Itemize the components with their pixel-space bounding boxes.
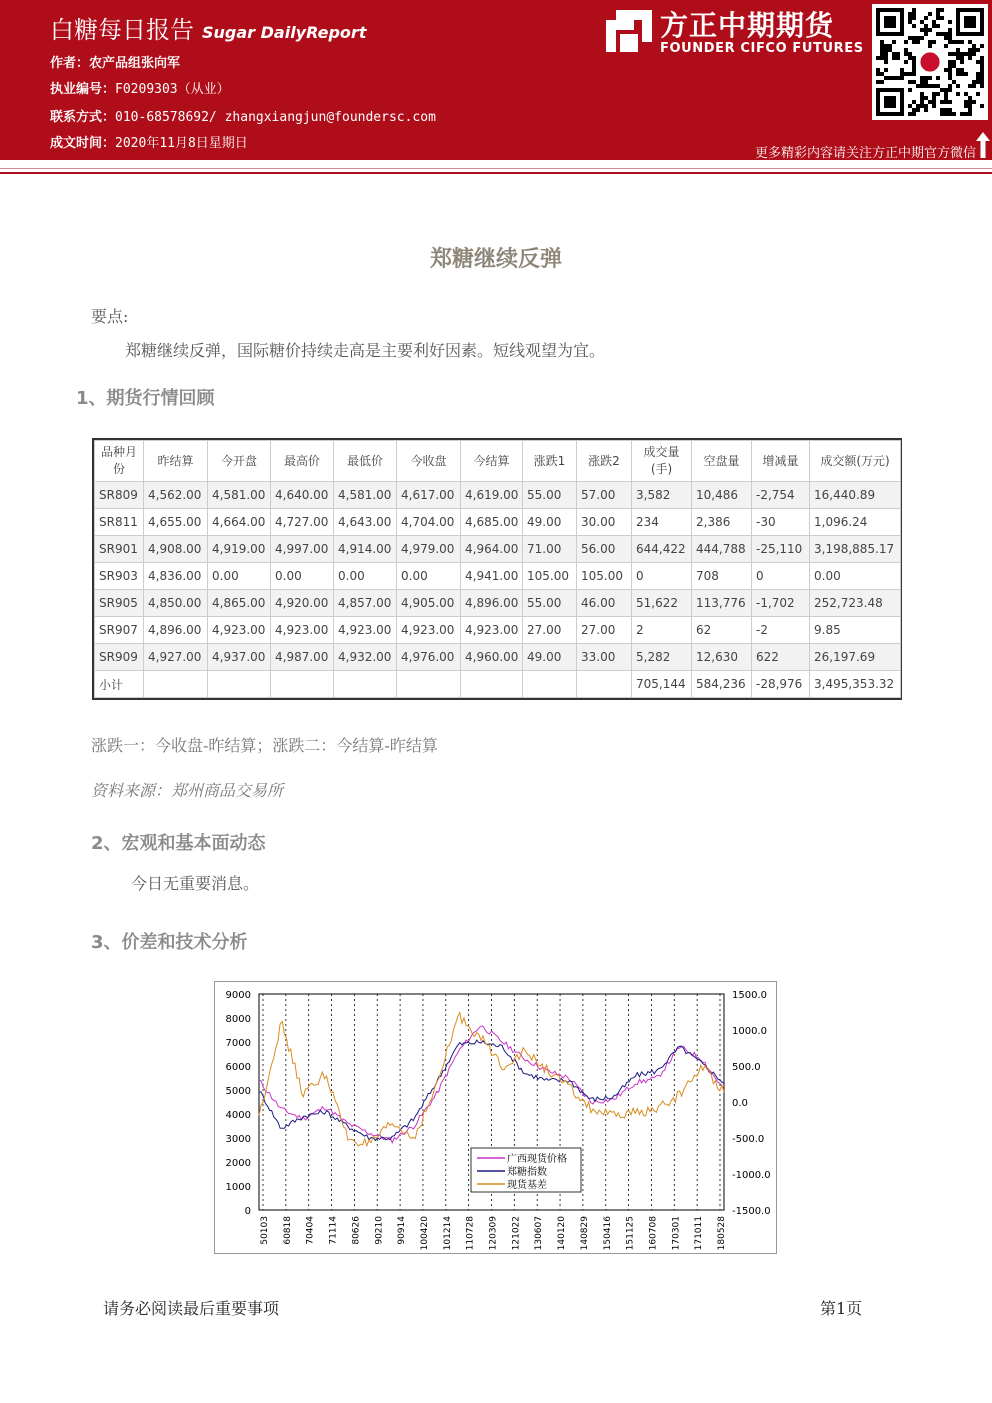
x-tick-label: 90914 — [397, 1216, 408, 1245]
table-cell: 4,643.00 — [334, 509, 397, 536]
x-tick-label: 151125 — [625, 1216, 636, 1251]
author-value: 农产品组张向军 — [89, 56, 181, 71]
table-cell: 4,914.00 — [334, 536, 397, 563]
table-cell: -30 — [752, 509, 810, 536]
table-cell: SR811 — [95, 509, 144, 536]
legend-label: 郑糖指数 — [507, 1167, 547, 1178]
license-value: F0209303（从业） — [115, 82, 230, 97]
table-cell: SR809 — [95, 482, 144, 509]
table-cell: 4,927.00 — [144, 644, 208, 671]
table-header-cell: 品种月份 — [95, 441, 144, 482]
y-left-tick-label: 6000 — [225, 1062, 251, 1073]
table-row — [95, 644, 901, 671]
table-body — [95, 482, 901, 698]
table-cell: -25,110 — [752, 536, 810, 563]
report-header — [0, 0, 992, 160]
x-tick-label: 120309 — [488, 1216, 499, 1251]
x-tick-label: 140120 — [557, 1216, 568, 1251]
table-cell: 0 — [632, 563, 692, 590]
y-left-tick-label: 2000 — [225, 1158, 251, 1169]
founder-logo-icon — [604, 8, 654, 54]
document-title: 郑糖继续反弹 — [429, 247, 562, 272]
table-cell: 4,581.00 — [334, 482, 397, 509]
table-cell: 4,923.00 — [208, 617, 271, 644]
table-cell: 16,440.89 — [810, 482, 901, 509]
price-chart — [214, 981, 777, 1254]
table-cell: 4,923.00 — [461, 617, 523, 644]
section-1-heading: 1、期货行情回顾 — [76, 388, 215, 409]
table-cell: 4,932.00 — [334, 644, 397, 671]
table-cell: 4,997.00 — [271, 536, 334, 563]
table-row — [95, 536, 901, 563]
y-left-tick-label: 0 — [244, 1206, 251, 1217]
table-cell: 4,976.00 — [397, 644, 461, 671]
y-left-tick-label: 7000 — [225, 1038, 251, 1049]
qr-code-icon[interactable] — [872, 4, 988, 120]
table-cell: -2,754 — [752, 482, 810, 509]
table-cell: SR901 — [95, 536, 144, 563]
x-tick-label: 100420 — [419, 1216, 430, 1251]
table-cell: 4,562.00 — [144, 482, 208, 509]
y-right-tick-label: -1500.0 — [732, 1206, 771, 1217]
x-tick-label: 71114 — [328, 1216, 339, 1245]
header-divider-thin — [0, 168, 992, 169]
table-cell: 4,919.00 — [208, 536, 271, 563]
x-tick-label: 50103 — [260, 1216, 270, 1245]
table-cell: 113,776 — [692, 590, 752, 617]
contact-label: 联系方式： — [50, 110, 116, 125]
y-left-tick-label: 1000 — [225, 1182, 251, 1193]
table-cell: 小计 — [95, 671, 144, 698]
table-cell: SR903 — [95, 563, 144, 590]
table-header-row — [95, 441, 901, 482]
table-cell: 49.00 — [523, 509, 577, 536]
table-cell: 4,857.00 — [334, 590, 397, 617]
header-divider — [0, 172, 992, 174]
table-cell: 2 — [632, 617, 692, 644]
table-cell — [523, 671, 577, 698]
table-note: 涨跌一：今收盘-昨结算；涨跌二：今结算-昨结算 — [91, 736, 438, 755]
section-2-heading: 2、宏观和基本面动态 — [91, 833, 266, 854]
x-tick-label: 121022 — [511, 1216, 522, 1251]
table-cell: 3,198,885.17 — [810, 536, 901, 563]
x-tick-label: 90210 — [374, 1216, 385, 1245]
table-cell: 4,987.00 — [271, 644, 334, 671]
table-cell: 252,723.48 — [810, 590, 901, 617]
follow-text: 更多精彩内容请关注方正中期官方微信 — [754, 146, 976, 161]
y-right-tick-label: 1000.0 — [732, 1026, 767, 1037]
table-cell: 56.00 — [577, 536, 632, 563]
futures-table — [92, 438, 902, 700]
license-label: 执业编号： — [50, 82, 116, 97]
date-value: 2020年11月8日星期日 — [115, 136, 248, 151]
legend-label: 现货基差 — [507, 1180, 547, 1191]
date-label: 成文时间： — [50, 136, 116, 151]
x-tick-label: 180528 — [717, 1216, 727, 1251]
table-cell: 4,727.00 — [271, 509, 334, 536]
logo-text-cn: 方正中期期货 — [660, 9, 835, 42]
table-cell: 4,581.00 — [208, 482, 271, 509]
x-tick-label: 130607 — [534, 1216, 545, 1251]
table-cell: 4,964.00 — [461, 536, 523, 563]
table-cell: 51,622 — [632, 590, 692, 617]
table-cell: 4,617.00 — [397, 482, 461, 509]
table-cell: 57.00 — [577, 482, 632, 509]
table-cell: 4,960.00 — [461, 644, 523, 671]
table-cell: 55.00 — [523, 482, 577, 509]
table-row — [95, 482, 901, 509]
footer-notice: 请务必阅读最后重要事项 — [103, 1299, 280, 1318]
table-cell: 4,865.00 — [208, 590, 271, 617]
table-cell: 1,096.24 — [810, 509, 901, 536]
chart-canvas — [215, 982, 776, 1253]
author-line — [50, 52, 180, 71]
y-right-tick-label: -1000.0 — [732, 1170, 771, 1181]
table-cell: 0.00 — [334, 563, 397, 590]
table-cell: 4,920.00 — [271, 590, 334, 617]
table-cell: 4,850.00 — [144, 590, 208, 617]
contact-line — [50, 106, 436, 125]
summary-text: 郑糖继续反弹，国际糖价持续走高是主要利好因素。短线观望为宜。 — [125, 341, 606, 360]
y-left-tick-label: 3000 — [225, 1134, 251, 1145]
table-cell: 4,908.00 — [144, 536, 208, 563]
y-left-tick-label: 5000 — [225, 1086, 251, 1097]
table-cell — [461, 671, 523, 698]
license-line — [50, 78, 230, 97]
table-cell: 4,664.00 — [208, 509, 271, 536]
table-cell: 5,282 — [632, 644, 692, 671]
x-tick-label: 110728 — [465, 1216, 476, 1251]
report-title — [50, 10, 366, 45]
macro-text: 今日无重要消息。 — [131, 874, 260, 893]
x-tick-label: 170301 — [671, 1216, 682, 1251]
table-cell: SR909 — [95, 644, 144, 671]
table-header-cell: 今开盘 — [208, 441, 271, 482]
report-title-en: Sugar DailyReport — [202, 23, 367, 42]
table-cell: 46.00 — [577, 590, 632, 617]
table-cell: 622 — [752, 644, 810, 671]
table-cell: 2,386 — [692, 509, 752, 536]
table-cell: 4,923.00 — [397, 617, 461, 644]
table-header-cell: 今结算 — [461, 441, 523, 482]
table-cell: 4,685.00 — [461, 509, 523, 536]
x-tick-label: 101214 — [442, 1216, 453, 1251]
table-cell: -2 — [752, 617, 810, 644]
table-cell: 4,941.00 — [461, 563, 523, 590]
table-cell: 55.00 — [523, 590, 577, 617]
x-tick-label: 150416 — [602, 1216, 613, 1251]
table-cell: 3,582 — [632, 482, 692, 509]
table-cell: 49.00 — [523, 644, 577, 671]
table-header-cell: 昨结算 — [144, 441, 208, 482]
x-tick-label: 70404 — [305, 1216, 316, 1245]
table-row — [95, 671, 901, 698]
arrow-up-icon — [976, 132, 990, 158]
table-cell: 4,896.00 — [144, 617, 208, 644]
author-label: 作者： — [50, 56, 90, 71]
table-cell: 33.00 — [577, 644, 632, 671]
table-header-cell: 成交额(万元) — [810, 441, 901, 482]
table-cell — [334, 671, 397, 698]
table-cell: 0.00 — [208, 563, 271, 590]
table-cell: 105.00 — [523, 563, 577, 590]
table-cell: 4,923.00 — [334, 617, 397, 644]
table-cell: 0 — [752, 563, 810, 590]
table-cell — [271, 671, 334, 698]
table-header-cell: 增减量 — [752, 441, 810, 482]
x-tick-label: 80626 — [351, 1216, 362, 1245]
report-title-cn: 白糖每日报告 — [50, 16, 194, 44]
y-left-tick-label: 8000 — [225, 1014, 251, 1025]
x-tick-label: 140829 — [579, 1216, 590, 1251]
y-right-tick-label: -500.0 — [732, 1134, 765, 1145]
table-cell: 4,979.00 — [397, 536, 461, 563]
table-cell: 444,788 — [692, 536, 752, 563]
table-header-cell: 成交量(手) — [632, 441, 692, 482]
table-cell: 4,640.00 — [271, 482, 334, 509]
table-cell: -1,702 — [752, 590, 810, 617]
y-left-tick-label: 4000 — [225, 1110, 251, 1121]
table-cell: 12,630 — [692, 644, 752, 671]
table-cell: 4,937.00 — [208, 644, 271, 671]
table-cell: -28,976 — [752, 671, 810, 698]
table-row — [95, 617, 901, 644]
logo-text-en: FOUNDER CIFCO FUTURES — [660, 41, 864, 56]
table-header-cell: 空盘量 — [692, 441, 752, 482]
table-cell: 62 — [692, 617, 752, 644]
table-cell: 4,923.00 — [271, 617, 334, 644]
table-cell: 644,422 — [632, 536, 692, 563]
table-cell — [208, 671, 271, 698]
table-cell: 4,905.00 — [397, 590, 461, 617]
data-source: 资料来源：郑州商品交易所 — [91, 781, 284, 800]
table-header-cell: 涨跌2 — [577, 441, 632, 482]
table-cell: 27.00 — [577, 617, 632, 644]
table-cell: 0.00 — [810, 563, 901, 590]
y-right-tick-label: 0.0 — [732, 1098, 748, 1109]
table-cell: 30.00 — [577, 509, 632, 536]
legend-label: 广西现货价格 — [507, 1154, 567, 1165]
table-cell: 4,836.00 — [144, 563, 208, 590]
table-cell: 9.85 — [810, 617, 901, 644]
table-cell: 708 — [692, 563, 752, 590]
y-left-tick-label: 9000 — [225, 990, 251, 1001]
table-header-cell: 最低价 — [334, 441, 397, 482]
table-cell: 10,486 — [692, 482, 752, 509]
summary-label: 要点: — [91, 307, 129, 326]
table-cell: 234 — [632, 509, 692, 536]
date-line — [50, 132, 248, 151]
table-cell: 26,197.69 — [810, 644, 901, 671]
table-cell: 105.00 — [577, 563, 632, 590]
table-header-cell: 涨跌1 — [523, 441, 577, 482]
table-cell: 4,619.00 — [461, 482, 523, 509]
x-tick-label: 60818 — [282, 1216, 293, 1245]
table-row — [95, 590, 901, 617]
x-tick-label: 160708 — [648, 1216, 659, 1251]
y-right-tick-label: 500.0 — [732, 1062, 761, 1073]
table-cell: 4,704.00 — [397, 509, 461, 536]
table-cell: 4,655.00 — [144, 509, 208, 536]
table-cell: 705,144 — [632, 671, 692, 698]
table-cell: 4,896.00 — [461, 590, 523, 617]
table-cell: 584,236 — [692, 671, 752, 698]
table-header-cell: 最高价 — [271, 441, 334, 482]
table-cell: SR905 — [95, 590, 144, 617]
table-cell: 71.00 — [523, 536, 577, 563]
x-tick-label: 171011 — [694, 1216, 705, 1251]
table-cell: 27.00 — [523, 617, 577, 644]
table-cell: 3,495,353.32 — [810, 671, 901, 698]
table-cell — [577, 671, 632, 698]
table-header-cell: 今收盘 — [397, 441, 461, 482]
table-row — [95, 509, 901, 536]
section-3-heading: 3、价差和技术分析 — [91, 932, 248, 953]
table-cell: SR907 — [95, 617, 144, 644]
table-cell: 0.00 — [271, 563, 334, 590]
y-right-tick-label: 1500.0 — [732, 990, 767, 1001]
contact-value[interactable]: 010-68578692/ zhangxiangjun@foundersc.com — [115, 110, 436, 125]
page-number: 第1页 — [820, 1299, 863, 1318]
table-cell — [397, 671, 461, 698]
table-cell: 0.00 — [397, 563, 461, 590]
table-row — [95, 563, 901, 590]
table-cell — [144, 671, 208, 698]
